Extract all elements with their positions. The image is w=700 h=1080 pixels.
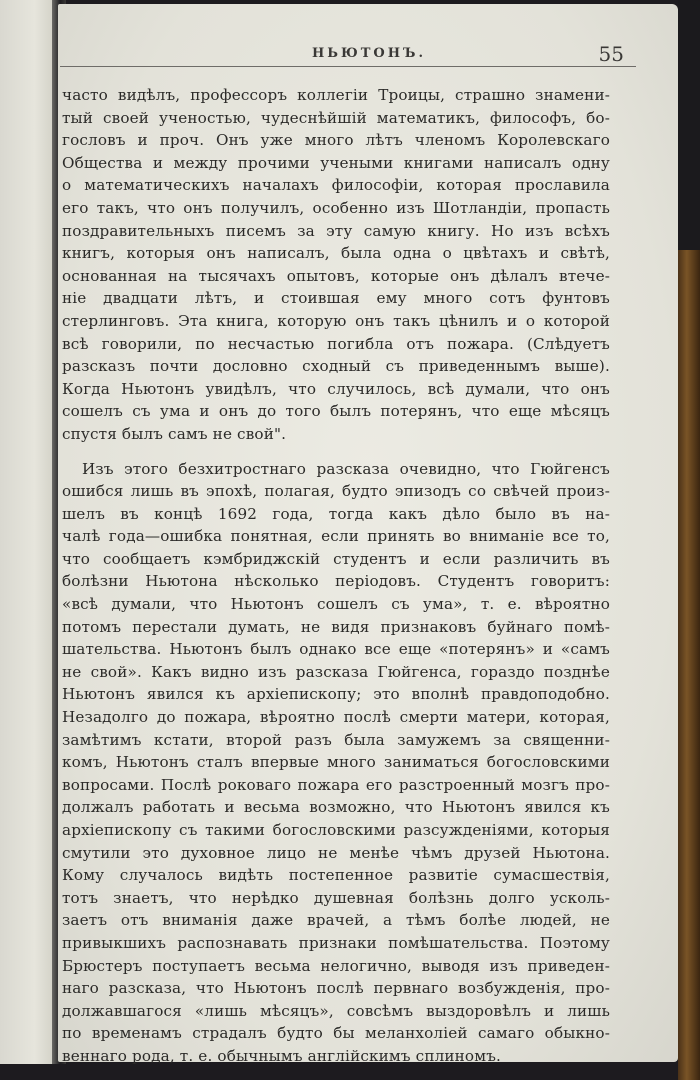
text-line: ошибся лишь въ эпохѣ, полагая, будто эпизодъ со свѣчей произ- — [62, 482, 610, 501]
text-line: шелъ въ концѣ 1692 года, тогда какъ дѣло было въ на- — [62, 504, 610, 523]
text-line: заетъ отъ вниманія даже врачей, а тѣмъ болѣе людей, не — [62, 911, 610, 930]
text-line: Кому случалось видѣть постепенное развитіе сумасшествія, — [62, 866, 610, 885]
text-line: тотъ знаетъ, что нерѣдко душевная болѣзнь долго усколь- — [62, 888, 610, 907]
text-line: сошелъ съ ума и онъ до того былъ потерянъ, что еще мѣсяцъ — [62, 402, 610, 421]
book-page — [58, 4, 678, 1065]
text-line: стерлинговъ. Эта книга, которую онъ такъ цѣнилъ и о которой — [62, 311, 610, 330]
text-line: вопросами. Послѣ роковаго пожара его разстроенный мозгъ про- — [62, 775, 610, 794]
facing-page-fragment — [0, 0, 58, 1064]
text-line: ніе двадцати лѣтъ, и стоившая ему много сотъ фунтовъ — [62, 289, 610, 308]
book-binding — [678, 250, 700, 1080]
text-line: о математическихъ началахъ философіи, которая прославила — [62, 176, 610, 195]
text-line: спустя былъ самъ не свой". — [62, 424, 287, 443]
text-line: смутили это духовное лицо не менѣе чѣмъ друзей Ньютона. — [62, 843, 610, 862]
text-line: веннаго рода, т. е. обычнымъ англійскимъ сплиномъ. — [62, 1046, 501, 1065]
text-line: чалѣ года—ошибка понятная, если принять во вниманіе все то, — [62, 527, 610, 546]
text-line: архіепископу съ такими богословскими разсужденіями, которыя — [62, 821, 610, 839]
text-line: всѣ говорили, по несчастью погибла отъ пожара. (Слѣдуетъ — [62, 334, 610, 353]
text-line: должавшагося «лишь мѣсяцъ», совсѣмъ выздоровѣлъ и лишь — [62, 1001, 610, 1020]
text-line: гословъ и проч. Онъ уже много лѣтъ членомъ Королевскаго — [62, 131, 610, 150]
text-line: разсказъ почти дословно сходный съ приведеннымъ выше). — [62, 357, 610, 376]
page-header — [60, 34, 678, 64]
text-line: Изъ этого безхитростнаго разсказа очевидно, что Гюйгенсъ — [82, 459, 610, 478]
text-line: не свой». Какъ видно изъ разсказа Гюйгенса, гораздо позднѣе — [62, 662, 610, 681]
paragraph-1 — [62, 84, 610, 446]
text-line: потомъ перестали думать, не видя признаковъ буйнаго помѣ- — [62, 617, 610, 636]
text-line: его такъ, что онъ получилъ, особенно изъ Шотландіи, пропасть — [62, 198, 610, 217]
text-line: часто видѣлъ, профессоръ коллегіи Троицы, страшно знамени- — [62, 86, 610, 104]
text-line: болѣзни Ньютона нѣсколько періодовъ. Студентъ говоритъ: — [62, 572, 610, 591]
text-line: Общества и между прочими учеными книгами написалъ одну — [62, 153, 610, 172]
text-line: Ньютонъ явился къ архіепископу; это вполнѣ правдоподобно. — [62, 685, 610, 704]
header-rule — [60, 66, 636, 67]
page-number: 55 — [598, 42, 624, 66]
text-line: поздравительныхъ писемъ за эту самую книгу. Но изъ всѣхъ — [62, 221, 610, 240]
background — [678, 0, 700, 250]
text-line: Когда Ньютонъ увидѣлъ, что случилось, всѣ думали, что онъ — [62, 379, 610, 398]
text-line: что сообщаетъ кэмбриджскій студентъ и если различить въ — [62, 549, 610, 568]
text-line: привыкшихъ распознавать признаки помѣшательства. Поэтому — [62, 933, 610, 952]
text-line: шательства. Ньютонъ былъ однако все еще «потерянъ» и «самъ — [62, 640, 610, 659]
text-line: Брюстеръ поступаетъ весьма нелогично, выводя изъ приведен- — [62, 956, 610, 975]
paragraph-2 — [62, 458, 610, 1068]
text-line: «всѣ думали, что Ньютонъ сошелъ съ ума», т. е. вѣроятно — [62, 595, 610, 614]
text-line: тый своей ученостью, чудеснѣйшій математикъ, философъ, бо- — [62, 108, 610, 127]
running-head: НЬЮТОНЪ. — [312, 46, 426, 61]
text-line: книгъ, которыя онъ написалъ, была одна о цвѣтахъ и свѣтѣ, — [62, 244, 610, 263]
text-line: по временамъ страдалъ будто бы меланхоліей самаго обыкно- — [62, 1024, 610, 1043]
text-line: комъ, Ньютонъ сталъ впервые много заниматься богословскими — [62, 753, 610, 772]
text-line: замѣтимъ кстати, второй разъ была замужемъ за священни- — [62, 730, 610, 749]
text-line: основанная на тысячахъ опытовъ, которые онъ дѣлалъ втече- — [62, 266, 610, 285]
text-line: Незадолго до пожара, вѣроятно послѣ смерти матери, которая, — [62, 708, 610, 727]
page-body — [62, 84, 610, 1068]
text-line: должалъ работать и весьма возможно, что Ньютонъ явился къ — [62, 798, 610, 817]
text-line: наго разсказа, что Ньютонъ послѣ первнаго возбужденія, про- — [62, 979, 610, 998]
